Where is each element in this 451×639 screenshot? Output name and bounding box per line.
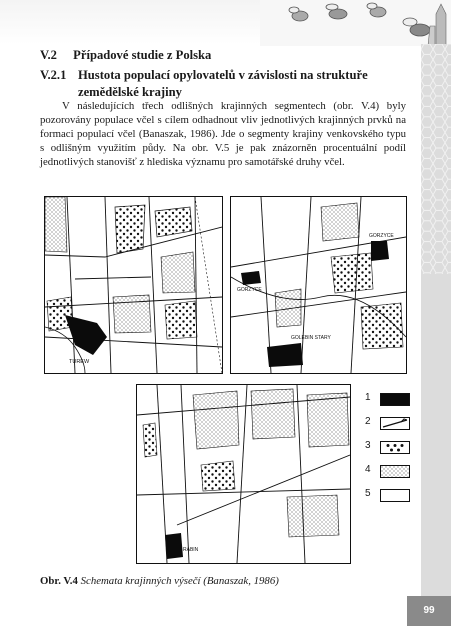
caption-text: Schemata krajinných výsečí (Banaszak, 1986) bbox=[80, 575, 279, 587]
map-gorzyce-drawing bbox=[231, 197, 406, 373]
figure-caption bbox=[40, 575, 400, 587]
legend-number: 1 bbox=[365, 392, 371, 403]
map-gorzyce bbox=[230, 196, 407, 374]
legend-large-dots-swatch bbox=[380, 441, 410, 454]
legend-number: 5 bbox=[365, 488, 371, 499]
legend-treeline-swatch bbox=[380, 417, 410, 430]
caption-label: Obr. V.4 bbox=[40, 575, 78, 587]
map-turew-drawing bbox=[45, 197, 222, 373]
legend-small-dots-swatch bbox=[380, 465, 410, 478]
body-paragraph: V následujících třech odlišných krajinných segmentech (obr. V.4) byly pozorovány populace včel s cílem odhadnout vliv jednotlivých krajinných prvků na formaci populací včel (Banaszak, 1986). Jde o segmenty krajiny venkovského typu s odlišným využitím půdy. Na obr. V.5 je pak znázorněn procentuální podíl jednotlivých stanovišť z hlediska významu pro samotářské druhy včel. bbox=[40, 100, 406, 168]
map-rabin bbox=[136, 384, 351, 564]
map-turew bbox=[44, 196, 223, 374]
bee-header-illustration bbox=[260, 0, 451, 46]
legend-number: 2 bbox=[365, 416, 371, 427]
legend-empty-swatch bbox=[380, 489, 410, 502]
honeycomb-side-strip bbox=[421, 44, 451, 596]
section-heading bbox=[40, 48, 211, 63]
map-rabin-label: RABIN bbox=[183, 547, 199, 553]
map-golebin-label: GOLEBIN STARY bbox=[291, 335, 331, 341]
subsection-title: Hustota populací opylovatelů v závislosti na struktuře zemědělské krajiny bbox=[78, 68, 368, 99]
section-number: V.2 bbox=[40, 48, 57, 62]
map-turew-label: TUREW bbox=[69, 359, 90, 365]
page-number: 99 bbox=[423, 605, 435, 616]
legend-settlement-swatch bbox=[380, 393, 410, 406]
legend-number: 3 bbox=[365, 440, 371, 451]
legend-number: 4 bbox=[365, 464, 371, 475]
section-title: Případové studie z Polska bbox=[73, 48, 212, 62]
map-gorzyce-label-a: GORZYCE bbox=[369, 233, 394, 239]
map-gorzyce-label-b: GORZYCE bbox=[237, 287, 262, 293]
honeycomb-pattern bbox=[421, 44, 451, 596]
subsection-number: V.2.1 bbox=[40, 68, 67, 82]
page-number-box bbox=[407, 596, 451, 626]
map-rabin-drawing bbox=[137, 385, 350, 563]
